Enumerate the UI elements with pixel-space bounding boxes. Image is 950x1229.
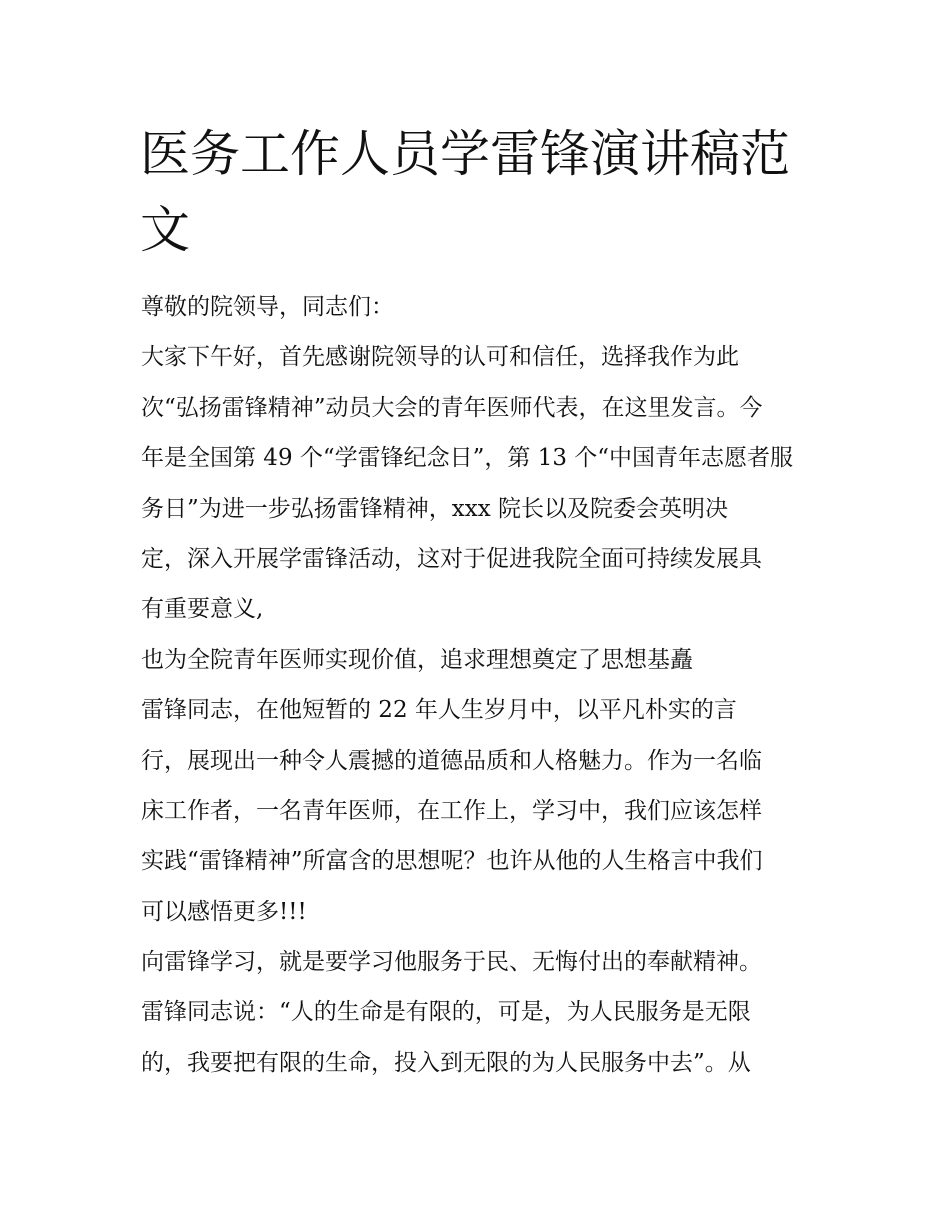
- body-line: 大家下午好，首先感谢院领导的认可和信任，选择我作为此: [141, 344, 739, 371]
- body-line: 雷锋同志，在他短暂的 22 年人生岁月中，以平凡朴实的言: [141, 697, 737, 724]
- body-line: 行，展现出一种令人震撼的道德品质和人格魅力。作为一名临: [141, 747, 762, 774]
- title-line-1: 医务工作人员学雷锋演讲稿范: [140, 125, 790, 183]
- body-line: 向雷锋学习，就是要学习他服务于民、无悔付出的奉献精神。: [141, 949, 762, 976]
- body-line: 务日”为进一步弘扬雷锋精神，xxx 院长以及院委会英明决: [141, 495, 728, 522]
- document-title: [140, 116, 820, 268]
- body-line: 年是全国第 49 个“学雷锋纪念日”，第 13 个“中国青年志愿者服: [141, 445, 794, 472]
- document-body: [141, 282, 831, 1088]
- body-line: 有重要意义,: [141, 596, 264, 623]
- body-line: 的，我要把有限的生命，投入到无限的为人民服务中去”。从: [141, 1049, 751, 1076]
- body-line: 雷锋同志说：“人的生命是有限的，可是，为人民服务是无限: [141, 999, 751, 1026]
- body-line: 可以感悟更多!!!: [141, 898, 307, 925]
- body-line: 定，深入开展学雷锋活动，这对于促进我院全面可持续发展具: [141, 545, 762, 572]
- body-line: 实践“雷锋精神”所富含的思想呢？也许从他的人生格言中我们: [141, 848, 763, 875]
- body-line: 尊敬的院领导，同志们：: [141, 294, 394, 320]
- body-line: 床工作者，一名青年医师，在工作上，学习中，我们应该怎样: [141, 797, 762, 824]
- title-line-2: 文: [140, 201, 190, 259]
- body-line: 也为全院青年医师实现价值，追求理想奠定了思想基矗: [141, 646, 693, 673]
- body-line: 次“弘扬雷锋精神”动员大会的青年医师代表，在这里发言。今: [141, 394, 763, 421]
